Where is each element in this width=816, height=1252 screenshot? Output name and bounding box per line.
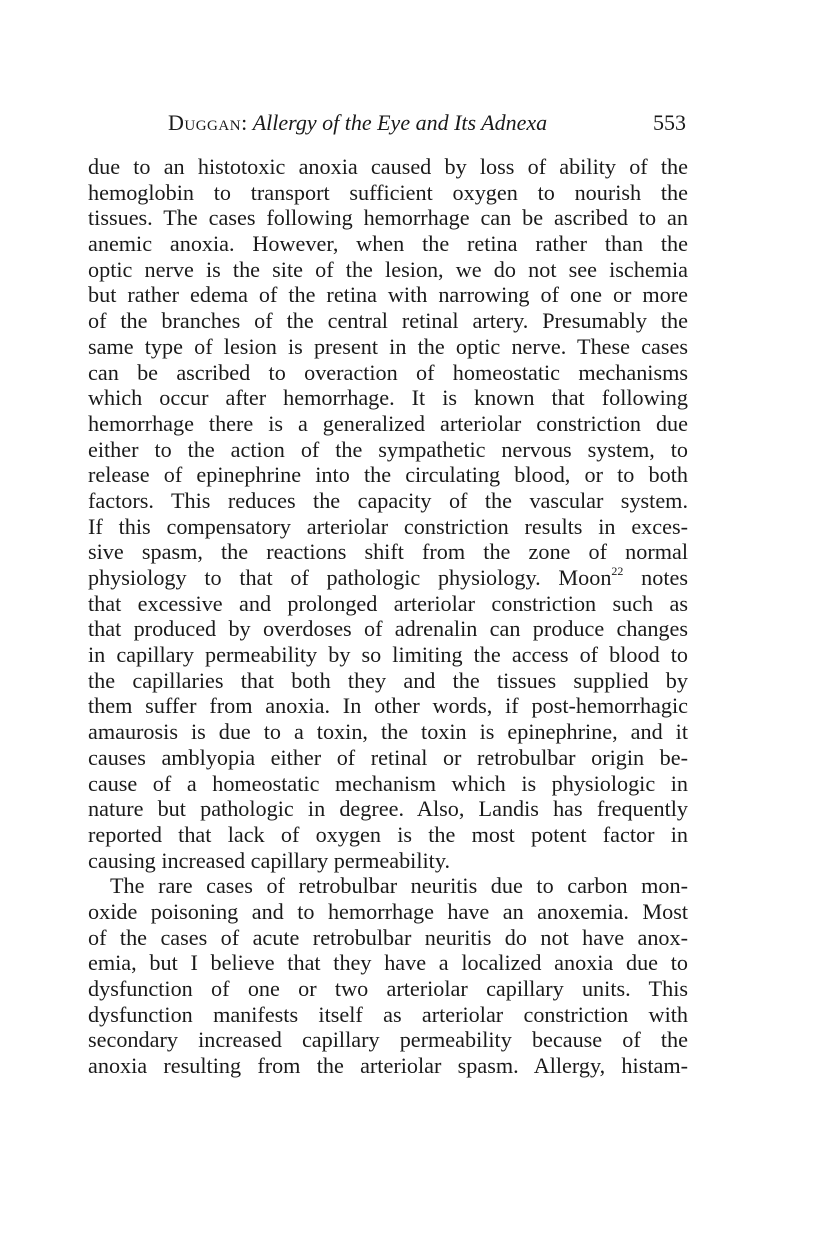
moon-after: notes [623,565,688,590]
moon-text: physiology to that of pathologic physiology. Moon [88,565,612,590]
text-line: either to the action of the sympathetic nervous system, to [88,436,688,462]
text-line: oxide poisoning and to hemorrhage have an anoxemia. Most [88,898,688,924]
text-line: hemoglobin to transport sufficient oxygen to nourish the [88,179,688,205]
paragraph [88,873,688,1079]
running-head-title: Allergy of the Eye and Its Adnexa [252,110,548,135]
text-line: optic nerve is the site of the lesion, we do not see ischemia [88,256,688,282]
text-line: cause of a homeostatic mechanism which is physiologic in [88,770,688,796]
paragraph [88,154,688,873]
running-head-author: Duggan [168,110,242,135]
text-line: dysfunction of one or two arteriolar capillary units. This [88,976,688,1001]
text-line: hemorrhage there is a generalized arteriolar constriction due [88,410,688,436]
text-line: that excessive and prolonged arteriolar constriction such as [88,590,688,616]
footnote-ref[interactable]: 22 [611,563,624,578]
text-line: factors. This reduces the capacity of the vascular system. [88,487,688,513]
text-line: of the cases of acute retrobulbar neuritis do not have anox- [88,924,688,950]
text-line: nature but pathologic in degree. Also, Landis has frequently [88,796,688,822]
text-line: reported that lack of oxygen is the most potent factor in [88,821,688,847]
text-line: that produced by overdoses of adrenalin can produce changes [88,616,688,642]
text-line: causing increased capillary permeability. [88,847,451,873]
text-line: due to an histotoxic anoxia caused by loss of ability of the [88,154,688,179]
text-line: but rather edema of the retina with narrowing of one or more [88,282,688,308]
text-line: the capillaries that both they and the tissues supplied by [88,667,688,693]
body-text [88,154,688,1079]
text-line: emia, but I believe that they have a localized anoxia due to [88,950,688,976]
text-line: tissues. The cases following hemorrhage can be ascribed to an [88,205,688,231]
text-line: The rare cases of retrobulbar neuritis due to carbon mon- [110,873,688,899]
text-line: anoxia resulting from the arteriolar spasm. Allergy, histam- [88,1053,688,1079]
text-line: in capillary permeability by so limiting the access of blood to [88,642,688,668]
text-line: can be ascribed to overaction of homeostatic mechanisms [88,359,688,385]
text-line: of the branches of the central retinal artery. Presumably the [88,308,688,334]
page-number: 553 [653,110,686,135]
text-line: which occur after hemorrhage. It is known that following [88,385,688,411]
text-line: If this compensatory arteriolar constriction results in exces- [88,513,688,539]
text-line: them suffer from anoxia. In other words, if post-hemorrhagic [88,693,688,719]
text-line: same type of lesion is present in the optic nerve. These cases [88,333,688,359]
running-head-separator: : [241,110,253,135]
text-line: causes amblyopia either of retinal or retrobulbar origin be- [88,744,688,770]
text-line: secondary increased capillary permeability because of the [88,1027,688,1053]
text-line: release of epinephrine into the circulating blood, or to both [88,462,688,488]
text-line: anemic anoxia. However, when the retina rather than the [88,231,688,257]
text-line: sive spasm, the reactions shift from the zone of normal [88,539,688,565]
text-line-moon [88,565,688,591]
text-line: dysfunction manifests itself as arteriolar constriction with [88,1001,688,1027]
text-line: amaurosis is due to a toxin, the toxin is epinephrine, and it [88,719,688,745]
running-head [168,106,688,140]
